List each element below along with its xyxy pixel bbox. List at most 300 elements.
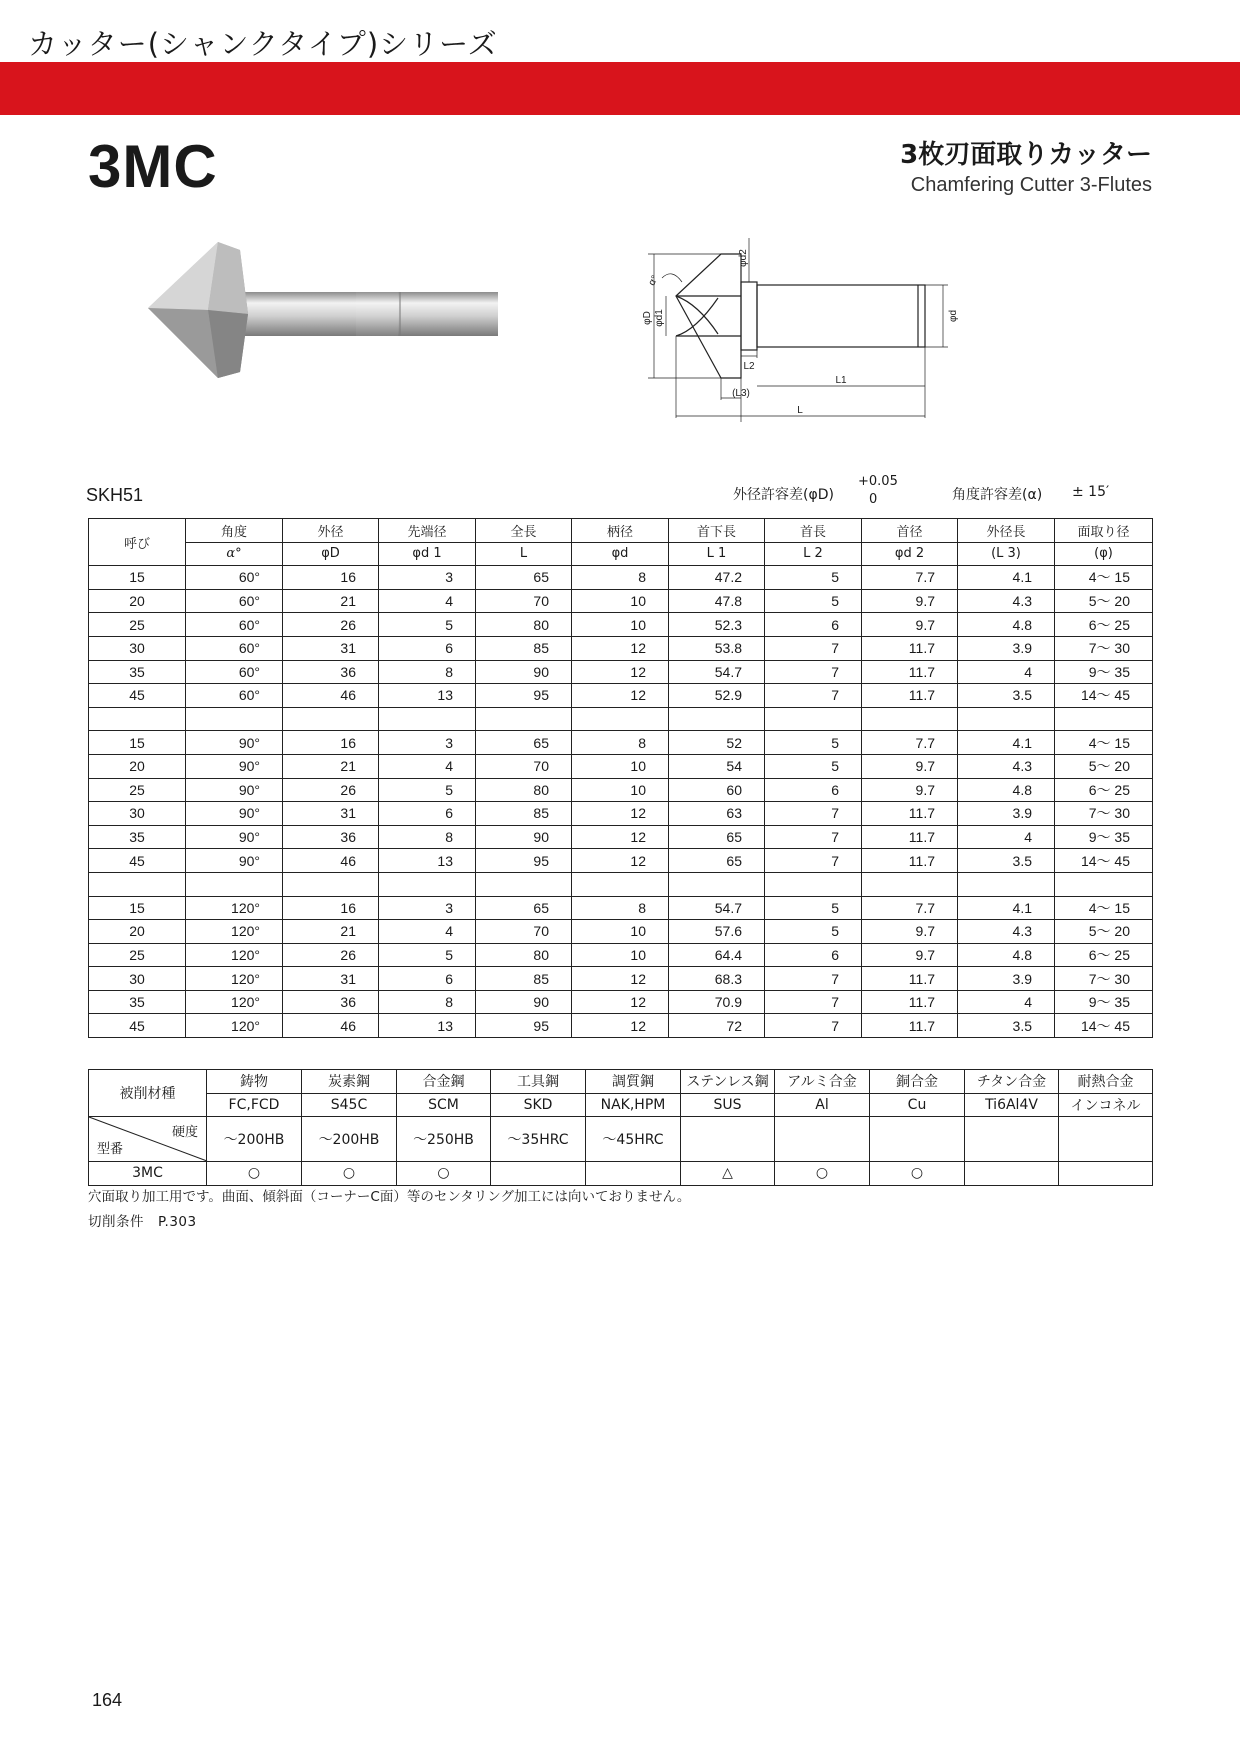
header-cell: 外径長 (958, 519, 1055, 543)
material-code-row (89, 1093, 1153, 1117)
table-cell: 25 (89, 613, 186, 637)
table-cell: 9.7 (862, 943, 958, 967)
header-cell: 首径 (862, 519, 958, 543)
table-cell: 90° (186, 825, 283, 849)
hardness-value: ～250HB (397, 1117, 491, 1162)
table-cell: 80 (476, 613, 572, 637)
table-cell: 4～ 15 (1055, 731, 1153, 755)
header-cell: 面取り径 (1055, 519, 1153, 543)
table-cell: 21 (283, 754, 379, 778)
table-cell: 53.8 (669, 636, 765, 660)
drawing-label-L: L (797, 405, 803, 416)
table-cell: 5～ 20 (1055, 589, 1153, 613)
spec-table-body (89, 566, 1153, 1038)
table-cell: 85 (476, 802, 572, 826)
table-cell (283, 707, 379, 731)
material-name: 炭素鋼 (302, 1070, 397, 1094)
table-cell (476, 707, 572, 731)
table-cell: 12 (572, 849, 669, 873)
table-cell: 7 (765, 636, 862, 660)
material-name: ステンレス鋼 (681, 1070, 775, 1094)
table-cell: 6～ 25 (1055, 943, 1153, 967)
table-row (89, 566, 1153, 590)
table-cell: 47.8 (669, 589, 765, 613)
table-cell (89, 872, 186, 896)
material-code: Cu (870, 1093, 965, 1117)
table-cell (89, 707, 186, 731)
hardness-label: 硬度 (171, 1125, 198, 1141)
table-cell: 7 (765, 967, 862, 991)
table-cell: 46 (283, 684, 379, 708)
table-cell: 6～ 25 (1055, 778, 1153, 802)
table-cell: 11.7 (862, 825, 958, 849)
table-cell: 5 (765, 920, 862, 944)
table-row (89, 825, 1153, 849)
table-cell: 70 (476, 589, 572, 613)
table-cell: 95 (476, 849, 572, 873)
header-symbol: L 1 (669, 542, 765, 566)
material-code: Al (775, 1093, 870, 1117)
hardness-value (681, 1117, 775, 1162)
header-cell: 首下長 (669, 519, 765, 543)
table-cell (958, 872, 1055, 896)
hardness-row (89, 1117, 1153, 1162)
product-title-jp: 3枚刃面取りカッター (900, 140, 1152, 170)
table-cell: 54 (669, 754, 765, 778)
group-spacer-row (89, 872, 1153, 896)
table-cell: 70.9 (669, 990, 765, 1014)
spec-header-row-bottom (89, 542, 1153, 566)
table-row (89, 990, 1153, 1014)
suitability-mark: ○ (775, 1162, 870, 1186)
table-cell: 6 (765, 613, 862, 637)
table-row (89, 684, 1153, 708)
table-cell: 3.5 (958, 849, 1055, 873)
table-cell: 11.7 (862, 802, 958, 826)
table-cell: 4.3 (958, 754, 1055, 778)
table-cell: 31 (283, 967, 379, 991)
table-cell: 6 (765, 778, 862, 802)
table-cell: 9.7 (862, 778, 958, 802)
material-row-label: 被削材種 (89, 1070, 207, 1117)
table-cell: 47.2 (669, 566, 765, 590)
table-cell (572, 707, 669, 731)
table-row (89, 920, 1153, 944)
table-cell: 5 (379, 613, 476, 637)
table-cell: 6 (379, 636, 476, 660)
table-cell: 4.8 (958, 943, 1055, 967)
material-code: Ti6Al4V (965, 1093, 1059, 1117)
table-cell: 5～ 20 (1055, 754, 1153, 778)
table-cell: 9.7 (862, 754, 958, 778)
drawing-label-d1: φd1 (654, 309, 665, 327)
drawing-label-alpha: α° (646, 273, 662, 288)
table-cell: 90 (476, 660, 572, 684)
angle-tolerance-value: ± 15′ (1072, 484, 1110, 500)
table-cell: 65 (476, 896, 572, 920)
table-cell: 6 (765, 943, 862, 967)
table-cell: 120° (186, 1014, 283, 1038)
table-cell: 11.7 (862, 660, 958, 684)
header-cell: 全長 (476, 519, 572, 543)
table-cell: 10 (572, 920, 669, 944)
table-row (89, 778, 1153, 802)
table-cell: 90° (186, 754, 283, 778)
table-cell: 3 (379, 566, 476, 590)
table-row (89, 589, 1153, 613)
table-cell: 5～ 20 (1055, 920, 1153, 944)
table-cell: 4 (379, 589, 476, 613)
table-cell: 7.7 (862, 896, 958, 920)
spec-header-row-top (89, 519, 1153, 543)
table-cell: 4.3 (958, 589, 1055, 613)
hardness-value: ～35HRC (491, 1117, 586, 1162)
cutting-conditions-link[interactable]: 切削条件 P.303 (88, 1214, 197, 1230)
table-cell: 30 (89, 802, 186, 826)
table-cell: 10 (572, 754, 669, 778)
table-cell: 12 (572, 825, 669, 849)
hardness-value (1059, 1117, 1153, 1162)
dimension-drawing (642, 238, 1078, 432)
table-cell: 4.1 (958, 896, 1055, 920)
table-cell: 95 (476, 684, 572, 708)
table-cell (765, 872, 862, 896)
header-symbol: L (476, 542, 572, 566)
table-cell: 5 (379, 943, 476, 967)
material-code: S45C (302, 1093, 397, 1117)
table-cell: 4.3 (958, 920, 1055, 944)
table-cell: 4.8 (958, 778, 1055, 802)
table-cell: 54.7 (669, 660, 765, 684)
table-row (89, 660, 1153, 684)
table-cell (379, 872, 476, 896)
table-cell: 11.7 (862, 636, 958, 660)
table-cell: 35 (89, 660, 186, 684)
table-cell: 85 (476, 967, 572, 991)
table-cell: 120° (186, 896, 283, 920)
header-symbol: (φ) (1055, 542, 1153, 566)
table-cell: 14～ 45 (1055, 849, 1153, 873)
table-cell: 52.3 (669, 613, 765, 637)
table-cell: 13 (379, 1014, 476, 1038)
table-cell: 4.1 (958, 566, 1055, 590)
table-row (89, 613, 1153, 637)
table-cell: 4.8 (958, 613, 1055, 637)
table-cell: 7 (765, 802, 862, 826)
table-row (89, 849, 1153, 873)
table-cell: 25 (89, 778, 186, 802)
suitability-mark: ○ (870, 1162, 965, 1186)
suitability-mark (491, 1162, 586, 1186)
table-cell: 25 (89, 943, 186, 967)
table-cell: 90 (476, 825, 572, 849)
table-cell: 5 (765, 896, 862, 920)
table-cell: 15 (89, 896, 186, 920)
table-cell: 85 (476, 636, 572, 660)
table-cell: 80 (476, 778, 572, 802)
table-cell: 7.7 (862, 566, 958, 590)
diameter-tolerance-upper: +0.05 (858, 474, 898, 489)
table-cell (186, 872, 283, 896)
table-cell (765, 707, 862, 731)
table-cell: 3 (379, 731, 476, 755)
table-cell: 16 (283, 896, 379, 920)
table-cell (669, 707, 765, 731)
material-name: アルミ合金 (775, 1070, 870, 1094)
model-label: 型番 (97, 1142, 124, 1158)
table-row (89, 754, 1153, 778)
table-cell: 11.7 (862, 967, 958, 991)
table-cell: 90° (186, 731, 283, 755)
table-cell: 26 (283, 778, 379, 802)
table-cell: 120° (186, 990, 283, 1014)
table-row (89, 802, 1153, 826)
hardness-value (965, 1117, 1059, 1162)
table-cell: 12 (572, 967, 669, 991)
table-cell: 4 (379, 920, 476, 944)
table-cell (1055, 872, 1153, 896)
table-cell (572, 872, 669, 896)
material-name: 工具鋼 (491, 1070, 586, 1094)
table-cell: 13 (379, 849, 476, 873)
table-cell: 21 (283, 920, 379, 944)
product-title-en: Chamfering Cutter 3-Flutes (910, 174, 1152, 196)
table-cell: 12 (572, 636, 669, 660)
table-cell: 11.7 (862, 1014, 958, 1038)
table-cell: 5 (765, 731, 862, 755)
table-cell: 7 (765, 825, 862, 849)
table-cell: 9.7 (862, 589, 958, 613)
table-cell: 120° (186, 943, 283, 967)
table-cell (379, 707, 476, 731)
table-cell: 8 (572, 566, 669, 590)
table-cell: 3.5 (958, 1014, 1055, 1038)
table-cell: 3 (379, 896, 476, 920)
product-image (148, 240, 508, 384)
suitability-mark: ○ (207, 1162, 302, 1186)
header-band (0, 62, 1240, 115)
table-cell: 64.4 (669, 943, 765, 967)
table-cell: 52.9 (669, 684, 765, 708)
table-cell: 30 (89, 967, 186, 991)
table-cell: 7 (765, 684, 862, 708)
table-cell: 90° (186, 802, 283, 826)
drawing-label-L3: (L3) (732, 388, 750, 399)
table-cell: 6 (379, 967, 476, 991)
hardness-value: ～45HRC (586, 1117, 681, 1162)
suitability-mark: ○ (397, 1162, 491, 1186)
page-number: 164 (92, 1690, 123, 1710)
table-cell: 36 (283, 825, 379, 849)
suitability-mark: △ (681, 1162, 775, 1186)
table-cell: 70 (476, 920, 572, 944)
table-cell: 14～ 45 (1055, 1014, 1153, 1038)
table-cell: 60° (186, 613, 283, 637)
table-cell: 3.5 (958, 684, 1055, 708)
table-cell: 12 (572, 684, 669, 708)
table-cell: 7 (765, 1014, 862, 1038)
drawing-label-L1: L1 (835, 375, 847, 386)
material-code: FC,FCD (207, 1093, 302, 1117)
table-cell (669, 872, 765, 896)
header-cell: 先端径 (379, 519, 476, 543)
table-cell: 4.1 (958, 731, 1055, 755)
table-cell: 60° (186, 636, 283, 660)
material-name: チタン合金 (965, 1070, 1059, 1094)
hardness-value (870, 1117, 965, 1162)
material-name: 調質鋼 (586, 1070, 681, 1094)
table-row (89, 731, 1153, 755)
drawing-label-d: φd (948, 309, 959, 323)
table-cell: 9～ 35 (1055, 825, 1153, 849)
table-cell: 35 (89, 825, 186, 849)
table-cell: 7～ 30 (1055, 967, 1153, 991)
material-table (88, 1069, 1153, 1186)
header-cell: 角度 (186, 519, 283, 543)
hardness-value: ～200HB (207, 1117, 302, 1162)
header-symbol: α° (186, 542, 283, 566)
table-cell: 12 (572, 1014, 669, 1038)
table-cell: 90° (186, 849, 283, 873)
material-name: 合金鋼 (397, 1070, 491, 1094)
table-cell: 12 (572, 802, 669, 826)
table-cell: 11.7 (862, 990, 958, 1014)
table-cell: 8 (379, 825, 476, 849)
drawing-label-L2: L2 (743, 361, 755, 372)
table-cell: 57.6 (669, 920, 765, 944)
table-cell: 12 (572, 990, 669, 1014)
table-row (89, 1014, 1153, 1038)
model-name: 3MC (89, 1162, 207, 1186)
table-cell: 14～ 45 (1055, 684, 1153, 708)
table-cell: 65 (669, 825, 765, 849)
table-cell: 16 (283, 566, 379, 590)
table-cell: 45 (89, 849, 186, 873)
table-cell: 20 (89, 920, 186, 944)
table-cell: 20 (89, 754, 186, 778)
table-cell: 60° (186, 660, 283, 684)
table-cell (862, 872, 958, 896)
suitability-mark: ○ (302, 1162, 397, 1186)
drawing-label-d2: φd2 (738, 249, 749, 267)
table-cell: 5 (765, 589, 862, 613)
table-cell: 4 (958, 990, 1055, 1014)
material-code: NAK,HPM (586, 1093, 681, 1117)
table-cell: 36 (283, 990, 379, 1014)
table-cell: 60 (669, 778, 765, 802)
table-cell: 63 (669, 802, 765, 826)
hardness-model-diagonal-cell (89, 1117, 207, 1162)
table-cell: 10 (572, 943, 669, 967)
table-cell: 31 (283, 802, 379, 826)
table-cell: 8 (379, 990, 476, 1014)
table-row (89, 636, 1153, 660)
table-row (89, 896, 1153, 920)
usage-note: 穴面取り加工用です。曲面、傾斜面（コーナーC面）等のセンタリング加工には向いておりません。 (88, 1189, 691, 1205)
table-cell: 21 (283, 589, 379, 613)
table-cell: 72 (669, 1014, 765, 1038)
table-cell: 20 (89, 589, 186, 613)
header-symbol: φd (572, 542, 669, 566)
table-cell: 68.3 (669, 967, 765, 991)
group-spacer-row (89, 707, 1153, 731)
suitability-mark (586, 1162, 681, 1186)
header-cell: 呼び (89, 519, 186, 566)
table-cell: 3.9 (958, 636, 1055, 660)
suitability-mark (965, 1162, 1059, 1186)
table-cell (1055, 707, 1153, 731)
table-cell (283, 872, 379, 896)
table-cell: 65 (476, 566, 572, 590)
table-cell: 5 (379, 778, 476, 802)
table-cell: 4～ 15 (1055, 566, 1153, 590)
table-cell: 60° (186, 566, 283, 590)
table-cell: 31 (283, 636, 379, 660)
table-cell: 60° (186, 589, 283, 613)
material-code: インコネル (1059, 1093, 1153, 1117)
header-symbol: (L 3) (958, 542, 1055, 566)
header-symbol: φd 2 (862, 542, 958, 566)
diameter-tolerance-label: 外径許容差(φD) (733, 487, 834, 503)
angle-tolerance-label: 角度許容差(α) (952, 487, 1043, 503)
table-cell: 3.9 (958, 967, 1055, 991)
table-cell: 30 (89, 636, 186, 660)
table-cell: 54.7 (669, 896, 765, 920)
table-cell: 52 (669, 731, 765, 755)
table-cell: 36 (283, 660, 379, 684)
table-cell: 70 (476, 754, 572, 778)
material-code: SCM (397, 1093, 491, 1117)
table-cell: 4 (958, 825, 1055, 849)
table-cell: 3.9 (958, 802, 1055, 826)
table-cell: 15 (89, 566, 186, 590)
drawing-label-D: φD (642, 311, 653, 325)
header-symbol: L 2 (765, 542, 862, 566)
table-cell: 80 (476, 943, 572, 967)
table-cell: 11.7 (862, 684, 958, 708)
table-cell: 8 (572, 731, 669, 755)
material-code: SKD (491, 1093, 586, 1117)
header-cell: 外径 (283, 519, 379, 543)
table-cell: 4 (379, 754, 476, 778)
table-cell: 60° (186, 684, 283, 708)
header-cell: 柄径 (572, 519, 669, 543)
table-cell: 26 (283, 943, 379, 967)
table-cell: 10 (572, 589, 669, 613)
table-cell: 26 (283, 613, 379, 637)
suitability-mark (1059, 1162, 1153, 1186)
table-cell: 90 (476, 990, 572, 1014)
material-code: SUS (681, 1093, 775, 1117)
table-cell: 5 (765, 754, 862, 778)
table-cell: 35 (89, 990, 186, 1014)
table-cell: 9～ 35 (1055, 660, 1153, 684)
header-symbol: φd 1 (379, 542, 476, 566)
hardness-value (775, 1117, 870, 1162)
material-name: 耐熱合金 (1059, 1070, 1153, 1094)
table-cell: 10 (572, 778, 669, 802)
table-cell: 65 (669, 849, 765, 873)
material-name: 銅合金 (870, 1070, 965, 1094)
table-cell: 90° (186, 778, 283, 802)
table-cell: 7 (765, 990, 862, 1014)
table-cell: 65 (476, 731, 572, 755)
table-cell: 15 (89, 731, 186, 755)
table-cell: 4 (958, 660, 1055, 684)
table-cell: 12 (572, 660, 669, 684)
table-cell: 95 (476, 1014, 572, 1038)
table-cell: 9.7 (862, 920, 958, 944)
